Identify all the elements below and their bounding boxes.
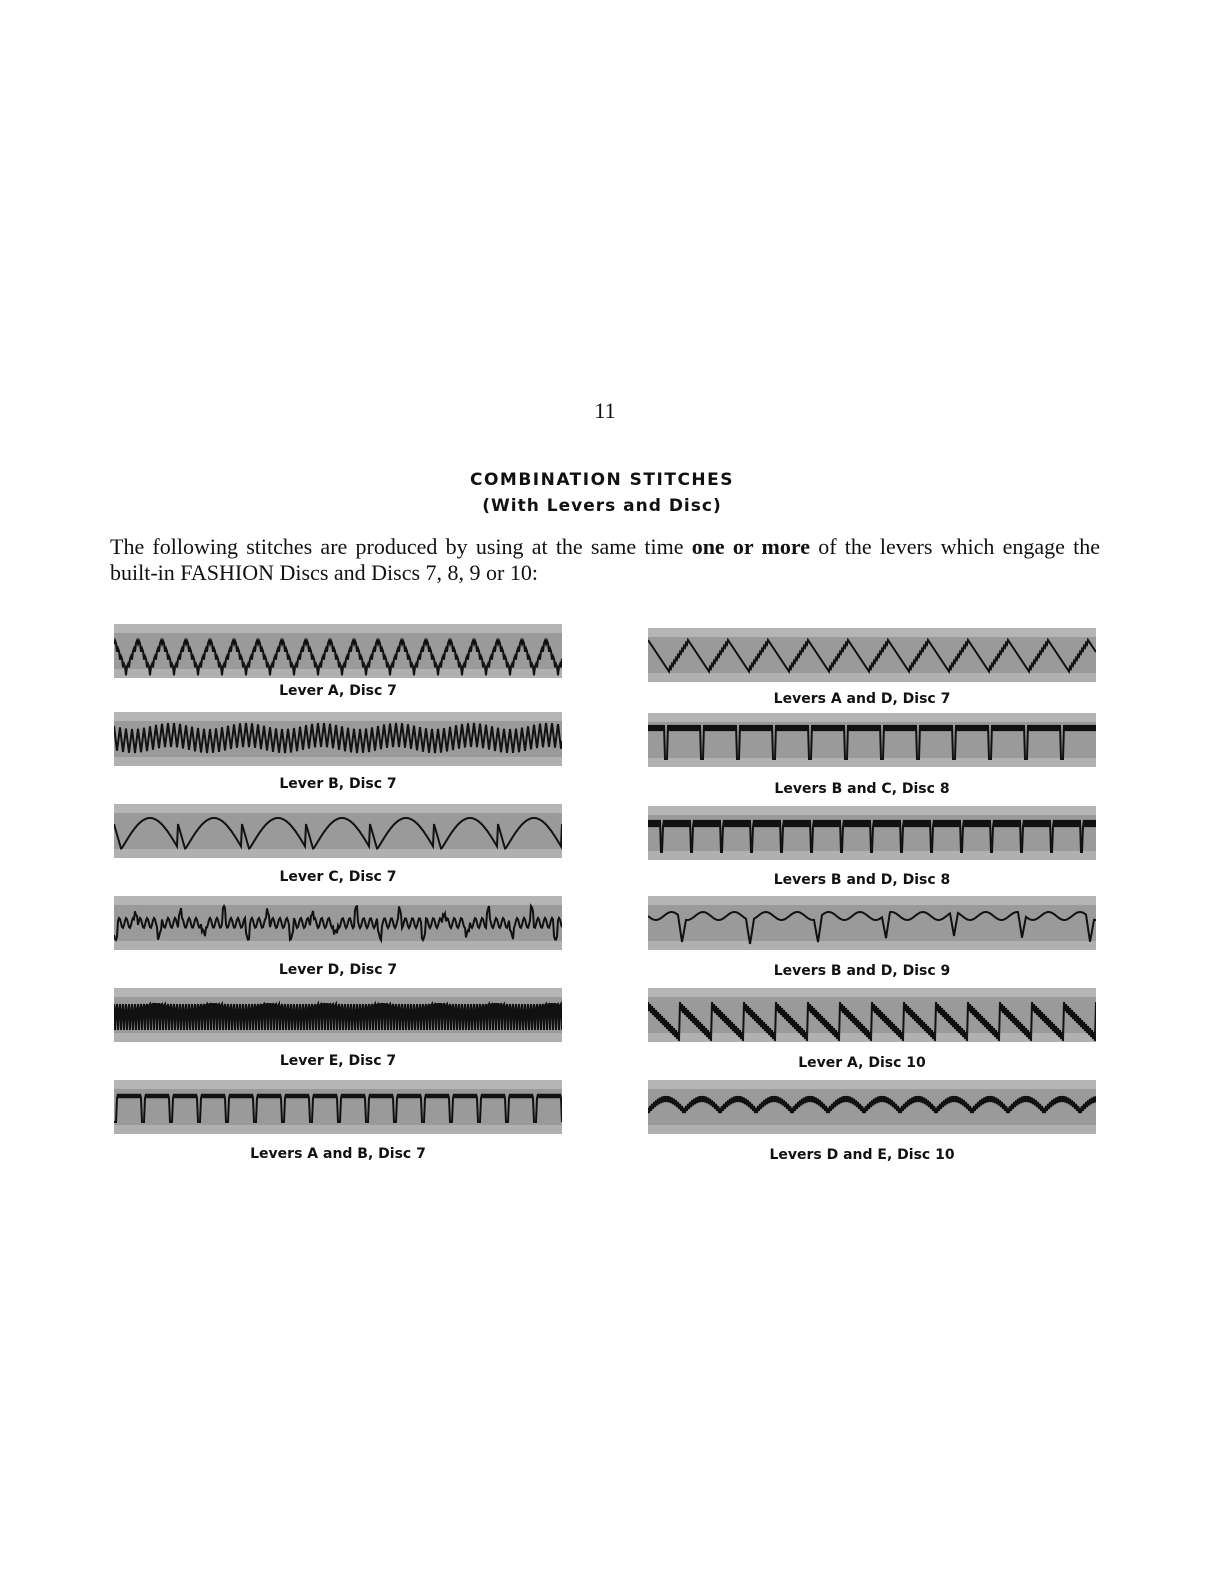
stitch-pattern-graphic (114, 712, 562, 766)
stitch-line (648, 640, 1096, 672)
stitch-pattern-graphic (648, 896, 1096, 950)
page-title: COMBINATION STITCHES (469, 470, 735, 490)
stitch-line (114, 818, 562, 849)
stitch-pattern-graphic (648, 713, 1096, 767)
intro-paragraph (110, 534, 1100, 586)
fabric-edge-top (648, 628, 1096, 637)
fabric-edge-bottom (114, 1033, 562, 1042)
stitch-sample-left-3 (114, 896, 562, 950)
stitch-caption: Levers A and D, Disc 7 (773, 691, 951, 707)
stitch-sample-left-4 (114, 988, 562, 1042)
stitch-line (648, 1096, 1096, 1113)
fabric-edge-bottom (114, 669, 562, 678)
stitch-caption: Lever A, Disc 10 (798, 1055, 926, 1071)
fabric-edge-bottom (648, 673, 1096, 682)
intro-text-before: The following stitches are produced by using at the same time (110, 534, 692, 559)
stitch-caption: Levers A and B, Disc 7 (250, 1146, 426, 1162)
stitch-caption: Levers B and D, Disc 8 (773, 872, 951, 888)
stitch-sample-left-2 (114, 804, 562, 858)
stitch-caption: Lever E, Disc 7 (279, 1053, 397, 1069)
fabric-edge-bottom (648, 1125, 1096, 1134)
stitch-sample-right-3 (648, 896, 1096, 950)
stitch-sample-right-0 (648, 628, 1096, 682)
fabric-edge-bottom (114, 757, 562, 766)
fabric-edge-bottom (114, 941, 562, 950)
stitch-line (648, 820, 1096, 852)
stitch-sample-right-4 (648, 988, 1096, 1042)
stitch-sample-right-1 (648, 713, 1096, 767)
stitch-pattern-graphic (648, 806, 1096, 860)
stitch-line (648, 912, 1096, 944)
stitch-pattern-graphic (648, 628, 1096, 682)
stitch-pattern-graphic (114, 988, 562, 1042)
stitch-sample-left-0 (114, 624, 562, 678)
stitch-sample-left-5 (114, 1080, 562, 1134)
fabric-edge-bottom (648, 941, 1096, 950)
stitch-caption: Levers B and D, Disc 9 (773, 963, 951, 979)
stitch-pattern-graphic (114, 624, 562, 678)
stitch-caption: Levers D and E, Disc 10 (769, 1147, 955, 1163)
page-subtitle: (With Levers and Disc) (482, 496, 722, 516)
stitch-pattern-graphic (648, 1080, 1096, 1134)
intro-text-emphasis: one or more (691, 534, 810, 559)
stitch-sample-left-1 (114, 712, 562, 766)
stitch-pattern-graphic (114, 804, 562, 858)
stitch-line (114, 1094, 562, 1122)
fabric-edge-top (114, 804, 562, 813)
fabric-edge-top (114, 896, 562, 905)
fabric-edge-bottom (648, 758, 1096, 767)
fabric-edge-top (648, 713, 1096, 722)
fabric-edge-top (648, 988, 1096, 997)
stitch-pattern-graphic (114, 896, 562, 950)
stitch-caption: Levers B and C, Disc 8 (774, 781, 950, 797)
stitch-caption: Lever C, Disc 7 (279, 869, 397, 885)
stitch-line (114, 1004, 562, 1030)
fabric-edge-top (114, 624, 562, 633)
stitch-caption: Lever B, Disc 7 (279, 776, 397, 792)
fabric-edge-top (114, 712, 562, 721)
stitch-pattern-graphic (114, 1080, 562, 1134)
fabric-edge-top (648, 806, 1096, 815)
stitch-caption: Lever A, Disc 7 (279, 683, 397, 699)
intro-text-after: of the levers which engage the built-in FASHION Discs and Discs 7, 8, 9 or 10: (110, 534, 1100, 585)
fabric-edge-top (114, 988, 562, 997)
fabric-edge-top (114, 1080, 562, 1089)
stitch-sample-right-2 (648, 806, 1096, 860)
stitch-line (648, 725, 1096, 759)
fabric-edge-bottom (114, 849, 562, 858)
stitch-sample-right-5 (648, 1080, 1096, 1134)
stitch-pattern-graphic (648, 988, 1096, 1042)
stitch-caption: Lever D, Disc 7 (278, 962, 398, 978)
fabric-edge-top (648, 896, 1096, 905)
page-number: 11 (594, 398, 616, 423)
stitch-line (114, 906, 562, 940)
fabric-edge-top (648, 1080, 1096, 1089)
fabric-edge-bottom (114, 1125, 562, 1134)
stitch-line (114, 723, 562, 753)
